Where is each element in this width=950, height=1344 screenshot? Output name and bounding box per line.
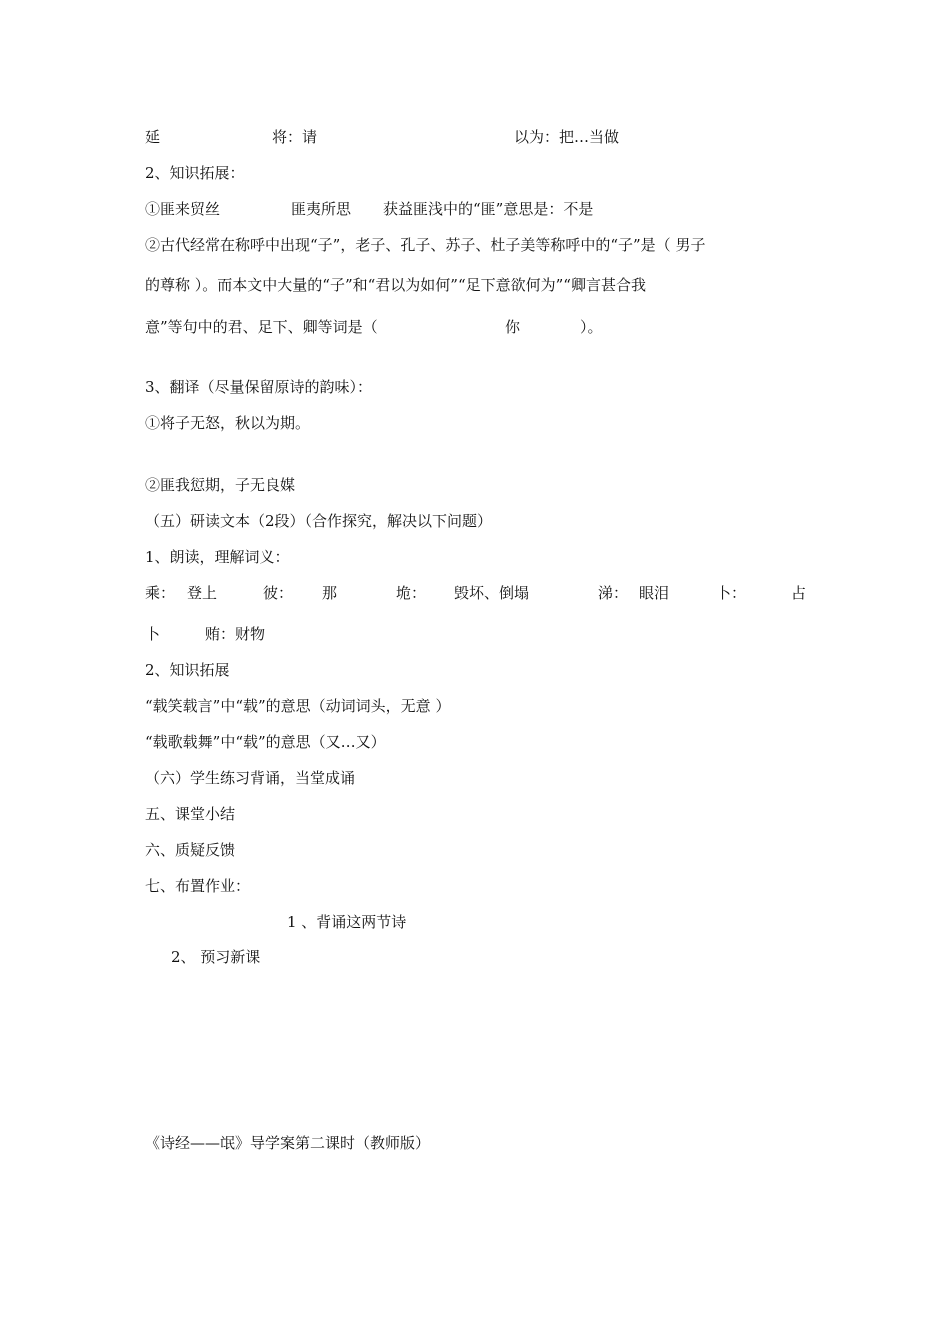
section-heading: 2、知识拓展：: [145, 164, 245, 182]
vocab-meaning: 毁坏、倒塌: [454, 584, 530, 602]
paragraph-line: ②古代经常在称呼中出现“子”，老子、孔子、苏子、杜子美等称呼中的“子”是（ 男子: [145, 236, 706, 254]
translation-item: ①将子无怒，秋以为期。: [145, 414, 311, 432]
paragraph-line: ）。: [580, 318, 603, 336]
section-heading: 五、课堂小结: [145, 805, 236, 823]
vocab-term: 垝：: [396, 584, 427, 602]
homework-item: 1 、背诵这两节诗: [287, 913, 407, 931]
gloss-yan: 延: [145, 128, 161, 146]
vocab-term: 乘：: [145, 584, 176, 602]
example-fei-3: 获益匪浅中的“匪”意思是：不是: [383, 200, 594, 218]
vocab-meaning: 占: [791, 584, 807, 602]
paragraph-line: 意”等句中的君、足下、卿等词是（: [145, 318, 378, 336]
gloss-yiwei: 以为：把…当做: [514, 128, 620, 146]
gloss-jiang: 将：请: [272, 128, 318, 146]
section-heading: 3、翻译（尽量保留原诗的韵味）：: [145, 378, 373, 396]
section-heading: （五）研读文本（2段）（合作探究，解决以下问题）: [145, 512, 493, 530]
section-heading: 2、知识拓展: [145, 661, 230, 679]
vocab-term: 彼：: [263, 584, 294, 602]
vocab-meaning: 眼泪: [639, 584, 670, 602]
example-fei-1: ①匪来贸丝: [145, 200, 221, 218]
paragraph-line: 的尊称 ）。而本文中大量的“子”和“君以为如何”“足下意欲何为”“卿言甚合我: [145, 276, 646, 294]
example-fei-2: 匪夷所思: [291, 200, 352, 218]
vocab-meaning: 那: [322, 584, 338, 602]
vocab-meaning: 卜: [145, 625, 161, 643]
vocab-meaning: 登上: [187, 584, 218, 602]
paragraph-line: “载歌载舞”中“载”的意思（又…又）: [145, 733, 386, 751]
section-heading: 六、质疑反馈: [145, 841, 236, 859]
translation-item: ②匪我愆期，子无良媒: [145, 476, 296, 494]
vocab-term: 涕：: [598, 584, 629, 602]
document-title: 《诗经——氓》导学案第二课时（教师版）: [145, 1134, 431, 1152]
vocab-term: 卜：: [716, 584, 747, 602]
vocab-item: 贿：财物: [205, 625, 266, 643]
section-heading: 七、布置作业：: [145, 877, 251, 895]
section-heading: 1、朗读，理解词义：: [145, 548, 290, 566]
section-heading: （六）学生练习背诵，当堂成诵: [145, 769, 356, 787]
answer-text: 你: [505, 318, 521, 336]
homework-item: 2、 预习新课: [171, 948, 261, 966]
paragraph-line: “载笑载言”中“载”的意思（动词词头，无意 ）: [145, 697, 451, 715]
